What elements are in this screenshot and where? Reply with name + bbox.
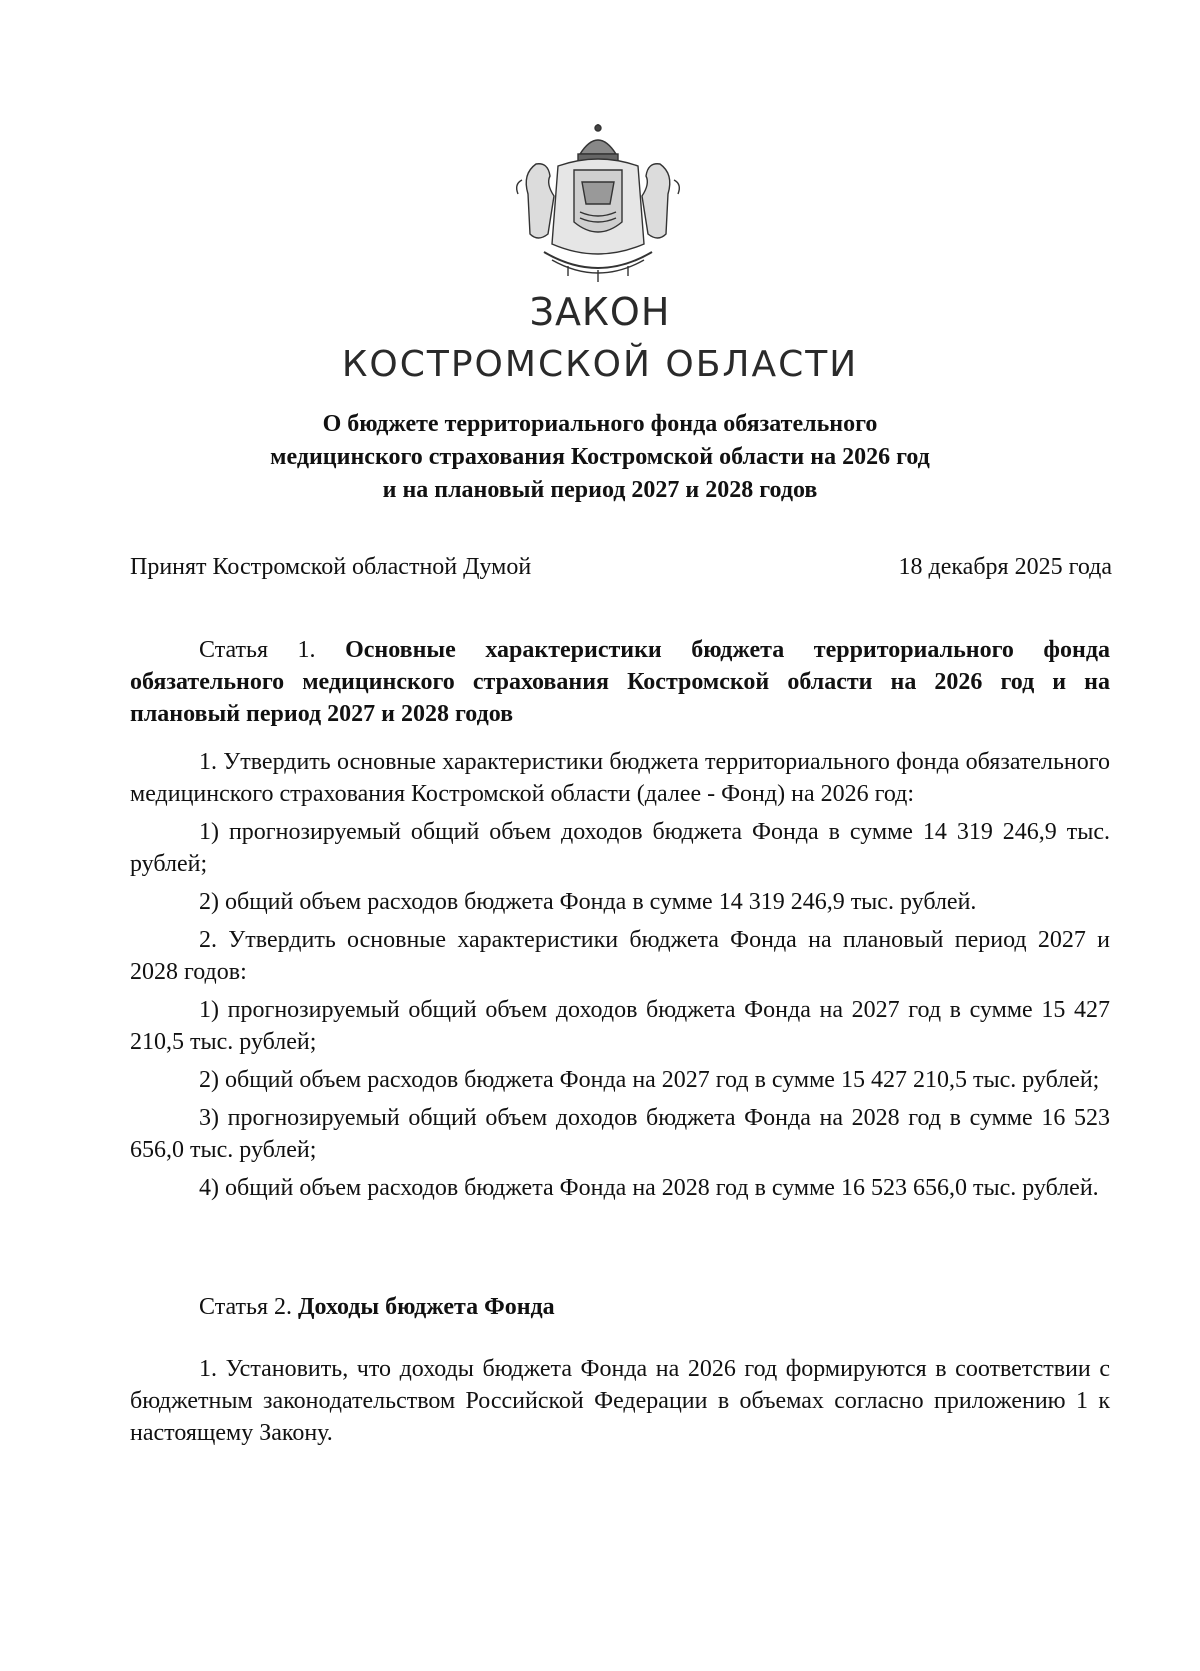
article-1-title: Основные характеристики бюджета территориального фонда обязательного медицинского страхования Костромской области на 2026 год и на плановый период 2027 и 2028 годов [130,637,1111,727]
article-2-body [130,1353,1110,1457]
paragraph: 1. Утвердить основные характеристики бюджета территориального фонда обязательного медицинского страхования Костромской области (далее - Фонд) на 2026 год: [130,749,1110,807]
paragraph: 2) общий объем расходов бюджета Фонда в сумме 14 319 246,9 тыс. рублей. [199,889,977,915]
paragraph: 1. Установить, что доходы бюджета Фонда на 2026 год формируются в соответствии с бюджетным законодательством Российской Федерации в объемах согласно приложению 1 к настоящему Закону. [130,1356,1110,1446]
paragraph: 3) прогнозируемый общий объем доходов бюджета Фонда на 2028 год в сумме 16 523 656,0 тыс. рублей; [130,1105,1110,1163]
adoption-date: 18 декабря 2025 года [898,554,1112,580]
subject-line: медицинского страхования Костромской области на 2026 год [270,444,930,470]
article-1-body [130,746,1110,1210]
subject-line: О бюджете территориального фонда обязательного [322,411,878,437]
article-2-title: Доходы бюджета Фонда [297,1294,555,1320]
law-region-title: КОСТРОМСКОЙ ОБЛАСТИ [341,344,859,385]
law-subject [0,408,1200,507]
paragraph: 2. Утвердить основные характеристики бюджета Фонда на плановый период 2027 и 2028 годов: [130,927,1110,985]
subject-line: и на плановый период 2027 и 2028 годов [382,477,818,503]
adopted-by: Принят Костромской областной Думой [130,554,532,580]
paragraph: 1) прогнозируемый общий объем доходов бюджета Фонда в сумме 14 319 246,9 тыс. рублей; [130,819,1110,877]
paragraph: 2) общий объем расходов бюджета Фонда на 2027 год в сумме 15 427 210,5 тыс. рублей; [199,1067,1100,1093]
article-1-heading [130,634,1110,730]
article-2-label: Статья 2. [199,1294,292,1320]
article-1 [130,634,1110,730]
paragraph: 4) общий объем расходов бюджета Фонда на 2028 год в сумме 16 523 656,0 тыс. рублей. [199,1175,1099,1201]
article-2-heading [130,1291,1110,1323]
article-2 [130,1291,1110,1323]
article-1-label: Статья 1. [199,637,316,663]
paragraph: 1) прогнозируемый общий объем доходов бюджета Фонда на 2027 год в сумме 15 427 210,5 тыс. рублей; [130,997,1110,1055]
law-title: ЗАКОН [529,290,671,334]
coat-of-arms-icon [508,124,688,284]
